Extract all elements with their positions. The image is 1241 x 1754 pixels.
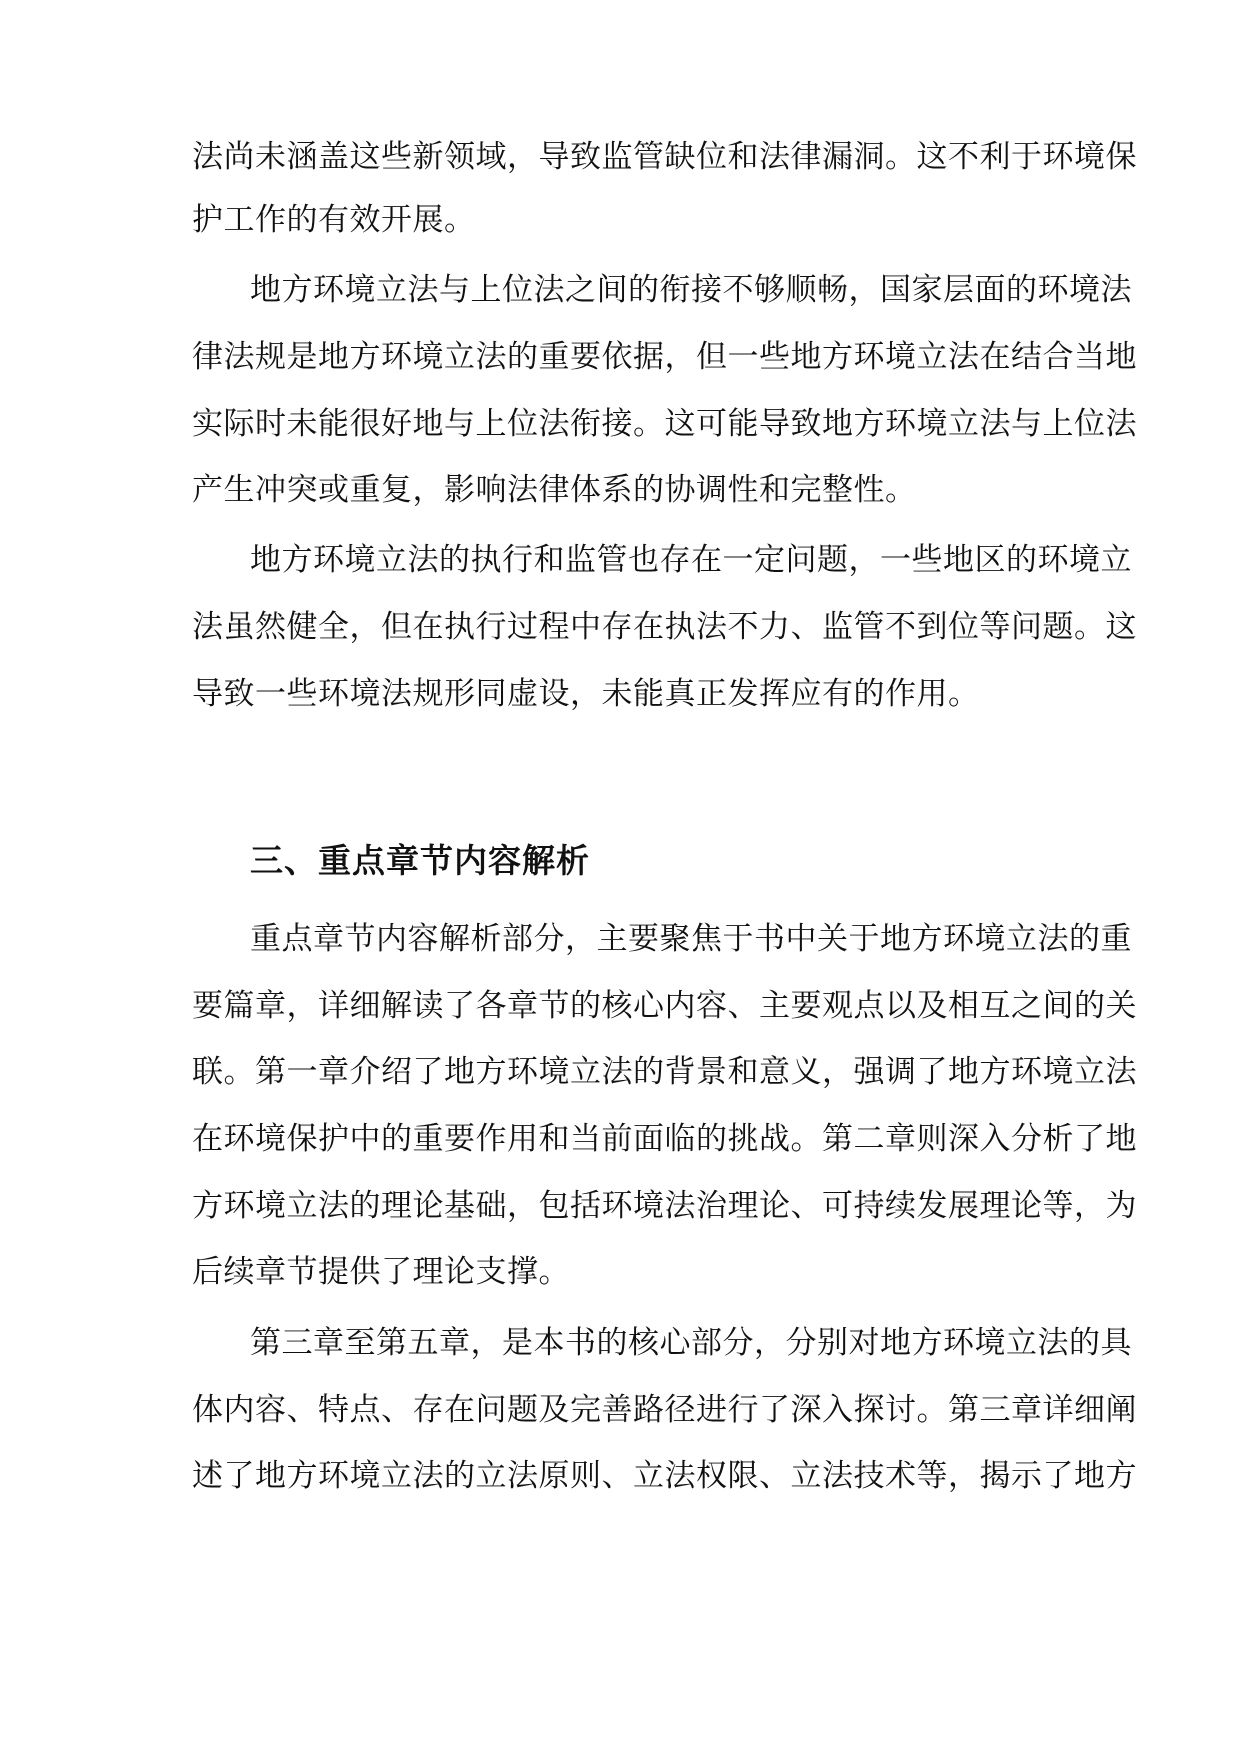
paragraph-3-line-3: 导致一些环境法规形同虚设，未能真正发挥应有的作用。: [192, 676, 980, 712]
paragraph-2-line-4: 产生冲突或重复，影响法律体系的协调性和完整性。: [192, 472, 917, 508]
paragraph-1-line-1: 法尚未涵盖这些新领域，导致监管缺位和法律漏洞。这不利于环境保: [192, 139, 1137, 175]
paragraph-4-line-6: 后续章节提供了理论支撑。: [192, 1254, 570, 1290]
paragraph-4-line-3: 联。第一章介绍了地方环境立法的背景和意义，强调了地方环境立法: [192, 1054, 1137, 1090]
paragraph-5-line-2: 体内容、特点、存在问题及完善路径进行了深入探讨。第三章详细阐: [192, 1392, 1137, 1428]
paragraph-3-line-2: 法虽然健全，但在执行过程中存在执法不力、监管不到位等问题。这: [192, 609, 1137, 645]
section-heading: 三、重点章节内容解析: [250, 841, 590, 880]
paragraph-1-line-2: 护工作的有效开展。: [192, 202, 476, 238]
paragraph-2-line-2: 律法规是地方环境立法的重要依据，但一些地方环境立法在结合当地: [192, 339, 1137, 375]
paragraph-4-line-1: 重点章节内容解析部分，主要聚焦于书中关于地方环境立法的重: [250, 921, 1132, 957]
paragraph-5-line-3: 述了地方环境立法的立法原则、立法权限、立法技术等，揭示了地方: [192, 1458, 1137, 1494]
paragraph-4-line-2: 要篇章，详细解读了各章节的核心内容、主要观点以及相互之间的关: [192, 988, 1137, 1024]
paragraph-4-line-5: 方环境立法的理论基础，包括环境法治理论、可持续发展理论等，为: [192, 1188, 1137, 1224]
paragraph-3-line-1: 地方环境立法的执行和监管也存在一定问题，一些地区的环境立: [250, 542, 1132, 578]
paragraph-5-line-1: 第三章至第五章，是本书的核心部分，分别对地方环境立法的具: [250, 1325, 1132, 1361]
paragraph-2-line-1: 地方环境立法与上位法之间的衔接不够顺畅，国家层面的环境法: [250, 272, 1132, 308]
paragraph-2-line-3: 实际时未能很好地与上位法衔接。这可能导致地方环境立法与上位法: [192, 406, 1137, 442]
paragraph-4-line-4: 在环境保护中的重要作用和当前面临的挑战。第二章则深入分析了地: [192, 1121, 1137, 1157]
